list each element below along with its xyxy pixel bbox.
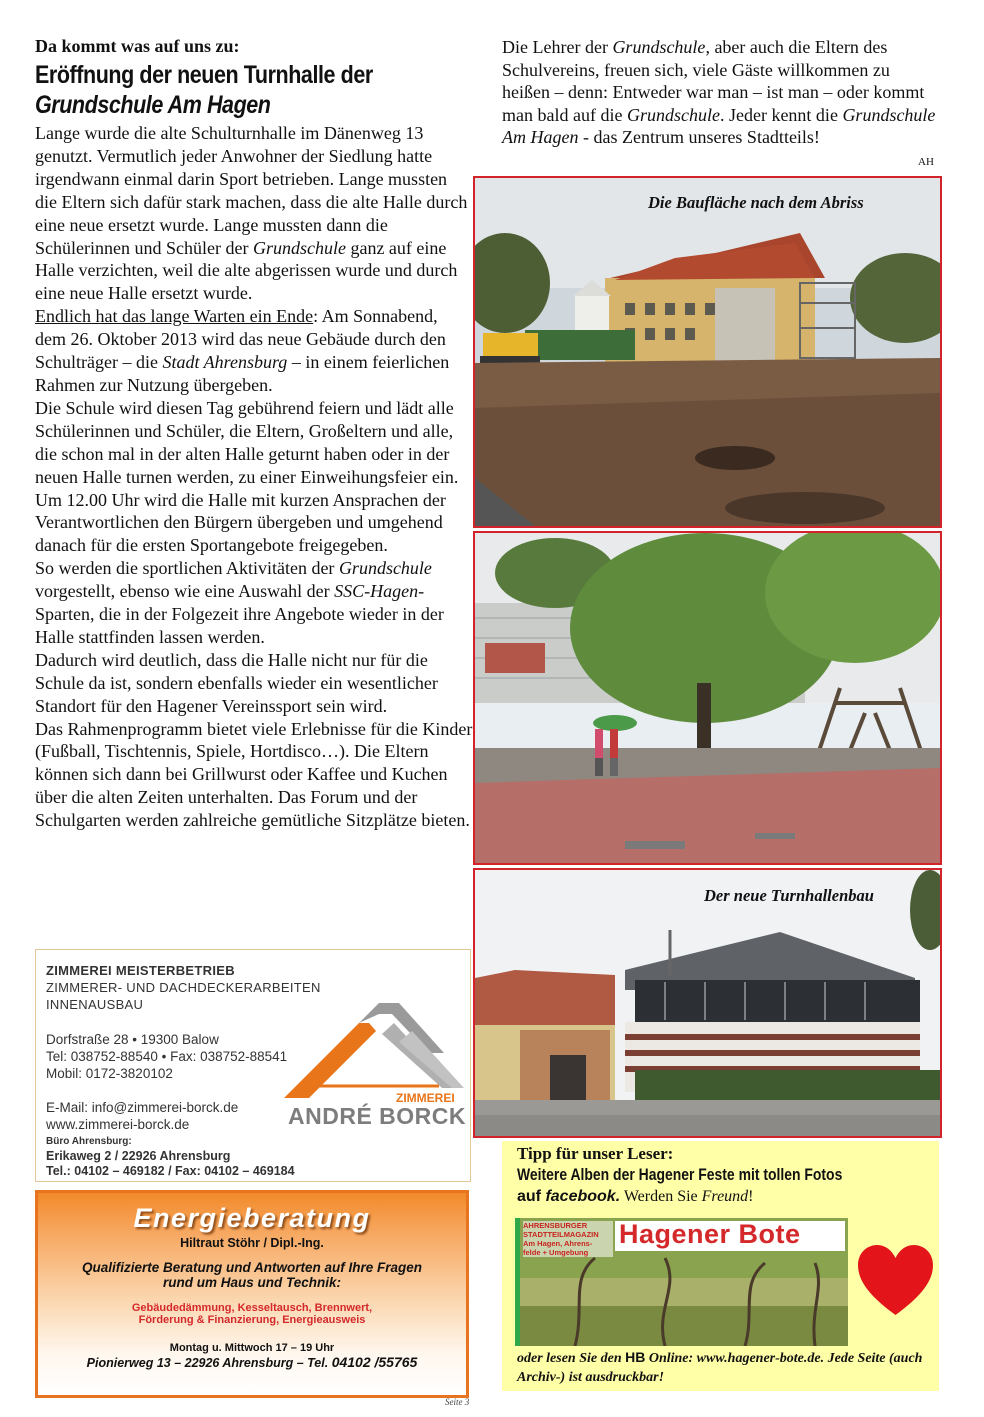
- r-italic-3: Grundschule Am Hagen: [502, 104, 936, 148]
- office-address: Erikaweg 2 / 22926 Ahrensburg: [46, 1149, 231, 1163]
- ad1-line2: ZIMMERER- UND DACHDECKERARBEITEN: [46, 980, 321, 995]
- tip-line-2: [517, 1188, 754, 1206]
- tip-line-1: Weitere Alben der Hagener Feste mit tollen Fotos: [517, 1165, 843, 1184]
- energie-address: Pionierweg 13 – 22926 Ahrensburg – Tel.: [86, 1356, 329, 1370]
- mag-small-1: AHRENSBURGER: [523, 1221, 588, 1230]
- p4-text-a: So werden die sportlichen Aktivitäten der: [35, 558, 339, 579]
- magazine-small-text: [523, 1221, 613, 1257]
- photo-demolition-site: [473, 176, 942, 528]
- p1-text: Lange wurde die alte Schulturnhalle im Dänenweg 13 genutzt. Vermutlich jeder Anwohner der Siedlung hatte irgendwann einmal darin Sport betrieben. Lange mussten die Eltern sich dafür stark machen, dass die alte Halle durch eine neue ersetzt wurde. Lange mussten dann die Schülerinnen und Schüler der: [35, 123, 468, 258]
- ad1-line1: ZIMMEREI MEISTERBETRIEB: [46, 963, 235, 978]
- tip-box: [502, 1141, 939, 1391]
- tip-footer-a: oder lesen Sie den: [517, 1351, 626, 1366]
- tip-line2-italic: Freund: [701, 1188, 749, 1205]
- tip-line2-b: Werden Sie: [620, 1188, 702, 1205]
- paragraph-3: Die Schule wird diesen Tag gebührend feiern und lädt alle Schülerinnen und Schüler, die Eltern, Großeltern und alle, die schon mal in der alten Halle geturnt haben oder in der neuen Halle turnen werden, zu einer Einweihungsfeier ein. Um 12.00 Uhr wird die Halle mit kurzen Ansprachen der Verantwortlichen den Bürgern übergeben und umgehend danach für die ersten Sportangebote freigegeben.: [35, 397, 459, 556]
- energie-tagline-1: Qualifizierte Beratung und Antworten auf Ihre Fragen: [81, 1260, 423, 1275]
- p1-italic: Grundschule: [252, 237, 346, 258]
- ad1-line3: INNENAUSBAU: [46, 997, 144, 1012]
- p2-text-b: – in einem feierlichen Rahmen zur Nutzung übergeben.: [35, 352, 450, 395]
- office-tel: Tel.: 04102 – 469182 / Fax: 04102 – 469184: [46, 1164, 295, 1178]
- p2-underlined: Endlich hat das lange Warten ein Ende: [35, 306, 314, 327]
- r-text-a: Die Lehrer der: [502, 37, 613, 57]
- caption-demolition: Die Baufläche nach dem Abriss: [648, 193, 864, 212]
- mag-small-3: Am Hagen, Ahrens-: [523, 1239, 593, 1248]
- article-continued: [502, 36, 942, 149]
- ad1-tel: Tel: 038752-88540 • Fax: 038752-88541: [46, 1049, 288, 1064]
- headline-line-2: Grundschule Am Hagen: [35, 91, 271, 119]
- article-headline: [35, 60, 405, 120]
- ad1-address: Dorfstraße 28 • 19300 Balow: [46, 1032, 219, 1047]
- energie-tagline-2: rund um Haus und Technik:: [162, 1275, 341, 1290]
- energie-phone: 04102 /55765: [331, 1354, 418, 1370]
- hagener-bote-cover[interactable]: [515, 1218, 848, 1346]
- paragraph-1: [35, 122, 473, 305]
- energie-services-1: Gebäudedämmung, Kesseltausch, Brennwert,: [131, 1302, 373, 1314]
- logo-name: ANDRÉ BORCK: [288, 1103, 466, 1129]
- ad1-web[interactable]: www.zimmerei-borck.de: [46, 1117, 190, 1132]
- ad1-mobil: Mobil: 0172-3820102: [46, 1066, 173, 1081]
- p2-italic: Stadt Ahrensburg: [162, 352, 288, 373]
- tip-footer-hb: HB: [625, 1349, 646, 1365]
- logo-small-text: ZIMMEREI: [396, 1091, 455, 1105]
- heart-icon: [858, 1245, 933, 1317]
- energie-hours: Montag u. Mittwoch 17 – 19 Uhr: [169, 1342, 335, 1354]
- author-initials: AH: [918, 156, 934, 168]
- article-body: [35, 122, 473, 832]
- photo-schoolyard-construction: [473, 531, 942, 865]
- p4-text-c: -Sparten, die in der Folgezeit ihre Angebote wieder in der Halle stattfinden lassen werden.: [35, 581, 444, 647]
- paragraph-right: [502, 36, 942, 149]
- mag-small-2: STADTTEILMAGAZIN: [523, 1230, 599, 1239]
- paragraph-6: Das Rahmenprogramm bietet viele Erlebnisse für die Kinder (Fußball, Tischtennis, Spiele, Hortdisco…). Die Eltern können sich dann bei Grillwurst oder Kaffee und Kuchen über die alten Zeiten unterhalten. Das Forum und der Schulgarten werden zahlreiche gemütliche Sitzplätze bieten.: [35, 718, 473, 831]
- energie-services-2: Förderung & Finanzierung, Energieausweis: [138, 1314, 366, 1326]
- p4-italic-1: Grundschule: [338, 558, 432, 579]
- caption-new-gym: Der neue Turnhallenbau: [704, 886, 874, 905]
- tip-line2-a: auf: [517, 1188, 546, 1205]
- tip-line2-end: !: [748, 1188, 754, 1205]
- mag-small-4: felde + Umgebung: [523, 1248, 589, 1257]
- r-italic-2: Grundschule: [626, 104, 720, 125]
- p4-text-b: vorgestellt, ebenso wie eine Auswahl der: [35, 581, 335, 602]
- energie-name: Hiltraut Stöhr / Dipl.-Ing.: [180, 1236, 324, 1250]
- page-number: Seite 3: [445, 1397, 470, 1407]
- paragraph-2: [35, 305, 473, 397]
- p1-end: ganz auf eine Halle verzichten, weil die alte abgerissen wurde und durch eine neue Halle ersetzt wurde.: [35, 237, 458, 304]
- facebook-text[interactable]: facebook.: [545, 1188, 621, 1205]
- r-text-b: , aber auch die Eltern des Schulvereins, freuen sich, viele Gäste willkommen zu heißen – denn: Entweder war man – ist man – oder kommt man bald auf die: [502, 37, 925, 125]
- paragraph-4: [35, 557, 473, 649]
- article-kicker: Da kommt was auf uns zu:: [35, 36, 240, 56]
- ad-zimmerei-borck: [35, 949, 471, 1182]
- p2-text-a: : Am Sonnabend, dem 26. Oktober 2013 wird das neue Gebäude durch den Schulträger – die: [35, 306, 446, 373]
- paragraph-5: Dadurch wird deutlich, dass die Halle nicht nur für die Schule da ist, sondern ebenfalls wieder ein wesentlicher Standort für den Hagener Vereinssport sein wird.: [35, 649, 438, 716]
- office-label: Büro Ahrensburg:: [46, 1136, 132, 1147]
- magazine-title: Hagener Bote: [619, 1219, 801, 1249]
- r-italic-1: Grundschule: [612, 37, 706, 57]
- tip-footer-b[interactable]: Online: www.hagener-bote.de. Jede Seite (auch Archiv-) ist ausdruckbar!: [517, 1351, 923, 1385]
- p4-italic-2: SSC-Hagen: [334, 581, 419, 602]
- energie-title: Energieberatung: [133, 1203, 371, 1233]
- tip-heading: Tipp für unser Leser:: [517, 1144, 674, 1163]
- ad-energieberatung: [35, 1190, 469, 1398]
- r-text-d: - das Zentrum unseres Stadtteils!: [578, 127, 820, 148]
- ad1-email[interactable]: E-Mail: info@zimmerei-borck.de: [46, 1100, 239, 1115]
- tip-footer: [517, 1348, 932, 1387]
- photo-new-gym-hall: [473, 868, 942, 1138]
- headline-line-1: Eröffnung der neuen Turnhalle der: [35, 61, 373, 89]
- r-text-c: . Jeder kennt die: [719, 104, 843, 125]
- energie-contact: [38, 1354, 466, 1370]
